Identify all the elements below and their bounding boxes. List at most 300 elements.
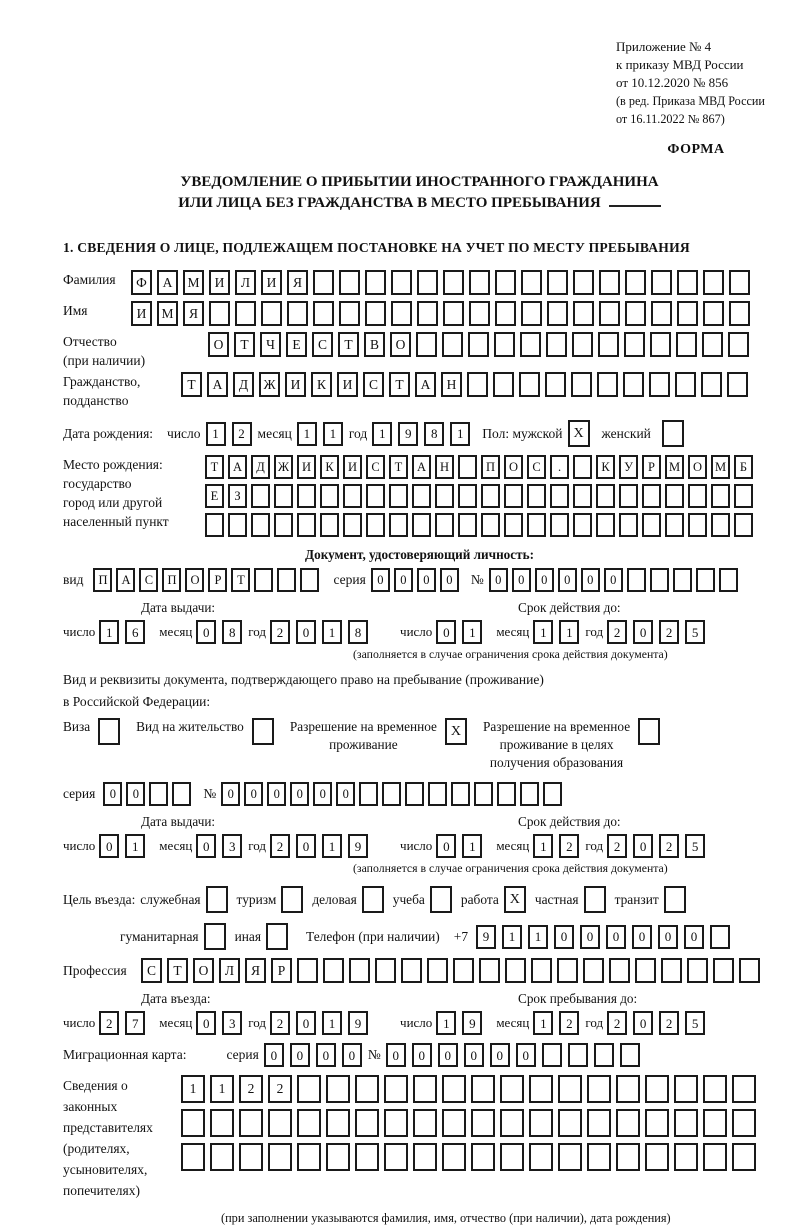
purpose-humanitarian-checkbox[interactable] [204,923,226,950]
char-box[interactable]: 9 [462,1011,482,1035]
char-box[interactable]: 0 [296,1011,316,1035]
char-box[interactable]: И [343,455,362,479]
char-box[interactable] [320,513,339,537]
char-box[interactable] [365,301,386,326]
char-box[interactable] [520,332,541,357]
char-box[interactable]: 0 [264,1043,284,1067]
char-box[interactable]: 1 [322,620,342,644]
char-box[interactable] [734,484,753,508]
char-box[interactable] [596,513,615,537]
char-box[interactable] [479,958,500,983]
char-box[interactable]: 0 [684,925,704,949]
char-box[interactable] [651,301,672,326]
char-box[interactable]: С [527,455,546,479]
char-box[interactable] [349,958,370,983]
char-box[interactable]: Л [235,270,256,295]
char-box[interactable] [703,1143,727,1171]
temp-residence-checkbox[interactable]: X [445,718,467,745]
char-box[interactable]: 1 [206,422,226,446]
char-box[interactable] [627,568,646,592]
char-box[interactable]: С [139,568,158,592]
char-box[interactable] [527,484,546,508]
char-box[interactable] [729,270,750,295]
char-box[interactable] [729,301,750,326]
char-box[interactable] [547,301,568,326]
char-box[interactable]: 0 [371,568,390,592]
char-box[interactable] [616,1109,640,1137]
char-box[interactable] [702,332,723,357]
char-box[interactable] [616,1075,640,1103]
char-box[interactable] [297,484,316,508]
char-box[interactable] [701,372,722,397]
char-box[interactable] [471,1075,495,1103]
char-box[interactable]: 0 [196,1011,216,1035]
char-box[interactable]: 0 [464,1043,484,1067]
char-box[interactable]: 5 [685,620,705,644]
char-box[interactable]: 2 [232,422,252,446]
char-box[interactable]: И [285,372,306,397]
char-box[interactable] [598,332,619,357]
char-box[interactable]: Н [441,372,462,397]
char-box[interactable]: К [311,372,332,397]
char-box[interactable] [713,958,734,983]
char-box[interactable] [428,782,447,806]
char-box[interactable] [495,301,516,326]
char-box[interactable] [481,513,500,537]
char-box[interactable] [645,1143,669,1171]
char-box[interactable]: У [619,455,638,479]
char-box[interactable]: 1 [125,834,145,858]
char-box[interactable]: 2 [239,1075,263,1103]
char-box[interactable]: С [366,455,385,479]
char-box[interactable]: 0 [196,620,216,644]
char-box[interactable]: П [481,455,500,479]
char-box[interactable] [650,332,671,357]
char-box[interactable] [558,1109,582,1137]
char-box[interactable]: 1 [533,1011,553,1035]
char-box[interactable]: 2 [99,1011,119,1035]
char-box[interactable] [326,1075,350,1103]
char-box[interactable] [297,1075,321,1103]
char-box[interactable]: М [711,455,730,479]
char-box[interactable] [355,1143,379,1171]
char-box[interactable]: Т [234,332,255,357]
char-box[interactable]: Т [167,958,188,983]
char-box[interactable]: 9 [476,925,496,949]
char-box[interactable] [384,1109,408,1137]
char-box[interactable]: 2 [559,1011,579,1035]
char-box[interactable]: М [183,270,204,295]
char-box[interactable] [732,1109,756,1137]
char-box[interactable]: 6 [125,620,145,644]
char-box[interactable]: 0 [632,925,652,949]
char-box[interactable] [677,301,698,326]
char-box[interactable]: 0 [535,568,554,592]
char-box[interactable] [596,484,615,508]
purpose-tourism-checkbox[interactable] [281,886,303,913]
char-box[interactable]: 9 [348,834,368,858]
char-box[interactable] [587,1109,611,1137]
temp-residence-education-checkbox[interactable] [638,718,660,745]
char-box[interactable] [239,1109,263,1137]
char-box[interactable]: 0 [438,1043,458,1067]
char-box[interactable]: Т [231,568,250,592]
char-box[interactable]: 2 [659,1011,679,1035]
char-box[interactable]: 0 [604,568,623,592]
char-box[interactable] [719,568,738,592]
char-box[interactable] [235,301,256,326]
char-box[interactable] [355,1075,379,1103]
char-box[interactable] [500,1075,524,1103]
char-box[interactable] [384,1143,408,1171]
char-box[interactable] [323,958,344,983]
char-box[interactable] [297,1143,321,1171]
char-box[interactable] [594,1043,614,1067]
char-box[interactable]: 0 [489,568,508,592]
char-box[interactable]: . [550,455,569,479]
char-box[interactable]: С [312,332,333,357]
char-box[interactable]: И [297,455,316,479]
char-box[interactable]: 2 [559,834,579,858]
char-box[interactable] [531,958,552,983]
char-box[interactable]: Н [435,455,454,479]
char-box[interactable]: 0 [221,782,240,806]
char-box[interactable] [412,513,431,537]
char-box[interactable] [573,455,592,479]
char-box[interactable] [703,1075,727,1103]
char-box[interactable]: Р [208,568,227,592]
char-box[interactable]: 0 [386,1043,406,1067]
char-box[interactable] [504,484,523,508]
char-box[interactable]: 0 [126,782,145,806]
char-box[interactable] [519,372,540,397]
char-box[interactable] [339,301,360,326]
char-box[interactable] [642,513,661,537]
char-box[interactable]: М [157,301,178,326]
char-box[interactable] [251,484,270,508]
char-box[interactable] [557,958,578,983]
char-box[interactable]: П [93,568,112,592]
char-box[interactable] [300,568,319,592]
char-box[interactable]: 0 [417,568,436,592]
char-box[interactable]: 0 [267,782,286,806]
char-box[interactable] [500,1143,524,1171]
char-box[interactable] [572,332,593,357]
char-box[interactable]: 7 [125,1011,145,1035]
char-box[interactable]: 0 [196,834,216,858]
char-box[interactable] [443,301,464,326]
char-box[interactable] [339,270,360,295]
char-box[interactable] [529,1143,553,1171]
char-box[interactable]: 1 [450,422,470,446]
purpose-other-checkbox[interactable] [266,923,288,950]
char-box[interactable] [645,1075,669,1103]
char-box[interactable] [546,332,567,357]
char-box[interactable] [677,270,698,295]
char-box[interactable]: А [207,372,228,397]
char-box[interactable]: О [504,455,523,479]
char-box[interactable]: 2 [270,1011,290,1035]
char-box[interactable] [443,270,464,295]
char-box[interactable]: 1 [323,422,343,446]
char-box[interactable] [427,958,448,983]
char-box[interactable] [616,1143,640,1171]
char-box[interactable]: Ф [131,270,152,295]
char-box[interactable] [520,782,539,806]
char-box[interactable]: 1 [462,620,482,644]
char-box[interactable] [435,484,454,508]
char-box[interactable] [609,958,630,983]
char-box[interactable] [471,1109,495,1137]
char-box[interactable] [320,484,339,508]
char-box[interactable] [587,1075,611,1103]
char-box[interactable] [620,1043,640,1067]
char-box[interactable]: 0 [336,782,355,806]
char-box[interactable] [623,372,644,397]
visa-checkbox[interactable] [98,718,120,745]
char-box[interactable] [619,513,638,537]
char-box[interactable] [599,301,620,326]
char-box[interactable] [228,513,247,537]
char-box[interactable]: Е [205,484,224,508]
char-box[interactable]: 0 [516,1043,536,1067]
char-box[interactable]: 0 [558,568,577,592]
char-box[interactable] [268,1109,292,1137]
char-box[interactable] [573,484,592,508]
char-box[interactable]: 2 [659,620,679,644]
purpose-study-checkbox[interactable] [430,886,452,913]
char-box[interactable] [545,372,566,397]
char-box[interactable]: 0 [296,620,316,644]
char-box[interactable]: М [665,455,684,479]
char-box[interactable] [366,484,385,508]
char-box[interactable] [451,782,470,806]
char-box[interactable] [687,958,708,983]
char-box[interactable]: 0 [436,620,456,644]
char-box[interactable]: О [390,332,411,357]
char-box[interactable] [453,958,474,983]
char-box[interactable]: 1 [372,422,392,446]
char-box[interactable] [665,484,684,508]
char-box[interactable] [665,513,684,537]
char-box[interactable] [642,484,661,508]
char-box[interactable]: А [415,372,436,397]
char-box[interactable] [573,301,594,326]
char-box[interactable]: 1 [533,620,553,644]
char-box[interactable] [505,958,526,983]
char-box[interactable]: 1 [181,1075,205,1103]
char-box[interactable]: 0 [606,925,626,949]
char-box[interactable]: 1 [297,422,317,446]
char-box[interactable]: 1 [559,620,579,644]
char-box[interactable] [688,484,707,508]
char-box[interactable]: 0 [580,925,600,949]
char-box[interactable]: С [141,958,162,983]
char-box[interactable] [711,513,730,537]
char-box[interactable]: В [364,332,385,357]
purpose-work-checkbox[interactable]: X [504,886,526,913]
char-box[interactable] [494,332,515,357]
char-box[interactable]: 0 [342,1043,362,1067]
char-box[interactable]: 1 [528,925,548,949]
purpose-business-checkbox[interactable] [362,886,384,913]
char-box[interactable] [181,1109,205,1137]
char-box[interactable] [401,958,422,983]
char-box[interactable]: 9 [348,1011,368,1035]
char-box[interactable] [661,958,682,983]
char-box[interactable]: 9 [398,422,418,446]
char-box[interactable]: 0 [394,568,413,592]
char-box[interactable] [297,513,316,537]
char-box[interactable] [734,513,753,537]
char-box[interactable] [550,484,569,508]
char-box[interactable] [732,1143,756,1171]
char-box[interactable] [481,484,500,508]
char-box[interactable]: 0 [103,782,122,806]
char-box[interactable]: 0 [633,1011,653,1035]
char-box[interactable] [375,958,396,983]
char-box[interactable]: О [185,568,204,592]
char-box[interactable] [571,372,592,397]
char-box[interactable]: 0 [554,925,574,949]
char-box[interactable] [500,1109,524,1137]
char-box[interactable] [732,1075,756,1103]
char-box[interactable] [645,1109,669,1137]
char-box[interactable] [673,568,692,592]
char-box[interactable]: К [596,455,615,479]
char-box[interactable] [181,1143,205,1171]
char-box[interactable] [467,372,488,397]
char-box[interactable]: 2 [607,1011,627,1035]
char-box[interactable] [547,270,568,295]
char-box[interactable] [474,782,493,806]
char-box[interactable]: 5 [685,1011,705,1035]
char-box[interactable] [366,513,385,537]
char-box[interactable] [674,1109,698,1137]
char-box[interactable] [268,1143,292,1171]
char-box[interactable]: 2 [270,620,290,644]
residence-permit-checkbox[interactable] [252,718,274,745]
char-box[interactable] [442,332,463,357]
char-box[interactable]: 2 [607,834,627,858]
char-box[interactable]: И [337,372,358,397]
char-box[interactable] [458,455,477,479]
char-box[interactable] [542,1043,562,1067]
char-box[interactable] [550,513,569,537]
char-box[interactable]: О [193,958,214,983]
char-box[interactable]: 0 [436,834,456,858]
char-box[interactable]: 3 [222,1011,242,1035]
char-box[interactable]: 8 [424,422,444,446]
char-box[interactable] [649,372,670,397]
purpose-transit-checkbox[interactable] [664,886,686,913]
char-box[interactable] [650,568,669,592]
char-box[interactable]: 2 [270,834,290,858]
char-box[interactable] [313,270,334,295]
char-box[interactable]: З [228,484,247,508]
char-box[interactable] [651,270,672,295]
char-box[interactable]: 1 [322,1011,342,1035]
char-box[interactable]: Ч [260,332,281,357]
char-box[interactable] [365,270,386,295]
char-box[interactable]: 2 [659,834,679,858]
char-box[interactable] [251,513,270,537]
char-box[interactable] [529,1109,553,1137]
char-box[interactable]: 0 [99,834,119,858]
purpose-official-checkbox[interactable] [206,886,228,913]
char-box[interactable] [417,270,438,295]
purpose-private-checkbox[interactable] [584,886,606,913]
char-box[interactable] [521,301,542,326]
char-box[interactable] [625,301,646,326]
char-box[interactable] [493,372,514,397]
char-box[interactable] [359,782,378,806]
char-box[interactable]: И [209,270,230,295]
char-box[interactable]: 0 [290,1043,310,1067]
char-box[interactable] [558,1143,582,1171]
char-box[interactable] [573,513,592,537]
char-box[interactable]: Е [286,332,307,357]
char-box[interactable] [471,1143,495,1171]
char-box[interactable] [382,782,401,806]
char-box[interactable] [442,1143,466,1171]
char-box[interactable] [274,484,293,508]
char-box[interactable]: Т [181,372,202,397]
char-box[interactable] [739,958,760,983]
char-box[interactable]: 0 [296,834,316,858]
char-box[interactable]: Я [245,958,266,983]
char-box[interactable]: Т [389,455,408,479]
char-box[interactable] [210,1143,234,1171]
char-box[interactable]: 1 [322,834,342,858]
char-box[interactable] [239,1143,263,1171]
char-box[interactable]: 5 [685,834,705,858]
char-box[interactable]: 0 [316,1043,336,1067]
char-box[interactable]: Р [271,958,292,983]
char-box[interactable]: Я [287,270,308,295]
char-box[interactable]: Д [233,372,254,397]
char-box[interactable] [413,1143,437,1171]
char-box[interactable] [343,513,362,537]
male-checkbox[interactable]: X [568,420,590,447]
char-box[interactable] [676,332,697,357]
char-box[interactable]: 0 [244,782,263,806]
char-box[interactable] [277,568,296,592]
char-box[interactable] [469,301,490,326]
char-box[interactable] [326,1143,350,1171]
char-box[interactable]: О [208,332,229,357]
char-box[interactable] [389,513,408,537]
char-box[interactable]: 1 [210,1075,234,1103]
female-checkbox[interactable] [662,420,684,447]
char-box[interactable]: Ж [274,455,293,479]
char-box[interactable] [635,958,656,983]
char-box[interactable] [619,484,638,508]
char-box[interactable] [688,513,707,537]
char-box[interactable]: А [228,455,247,479]
char-box[interactable] [497,782,516,806]
char-box[interactable] [343,484,362,508]
char-box[interactable] [297,958,318,983]
char-box[interactable]: 1 [99,620,119,644]
char-box[interactable] [417,301,438,326]
char-box[interactable]: 1 [436,1011,456,1035]
char-box[interactable]: 0 [290,782,309,806]
char-box[interactable]: О [688,455,707,479]
char-box[interactable] [674,1075,698,1103]
char-box[interactable] [587,1143,611,1171]
char-box[interactable]: И [131,301,152,326]
